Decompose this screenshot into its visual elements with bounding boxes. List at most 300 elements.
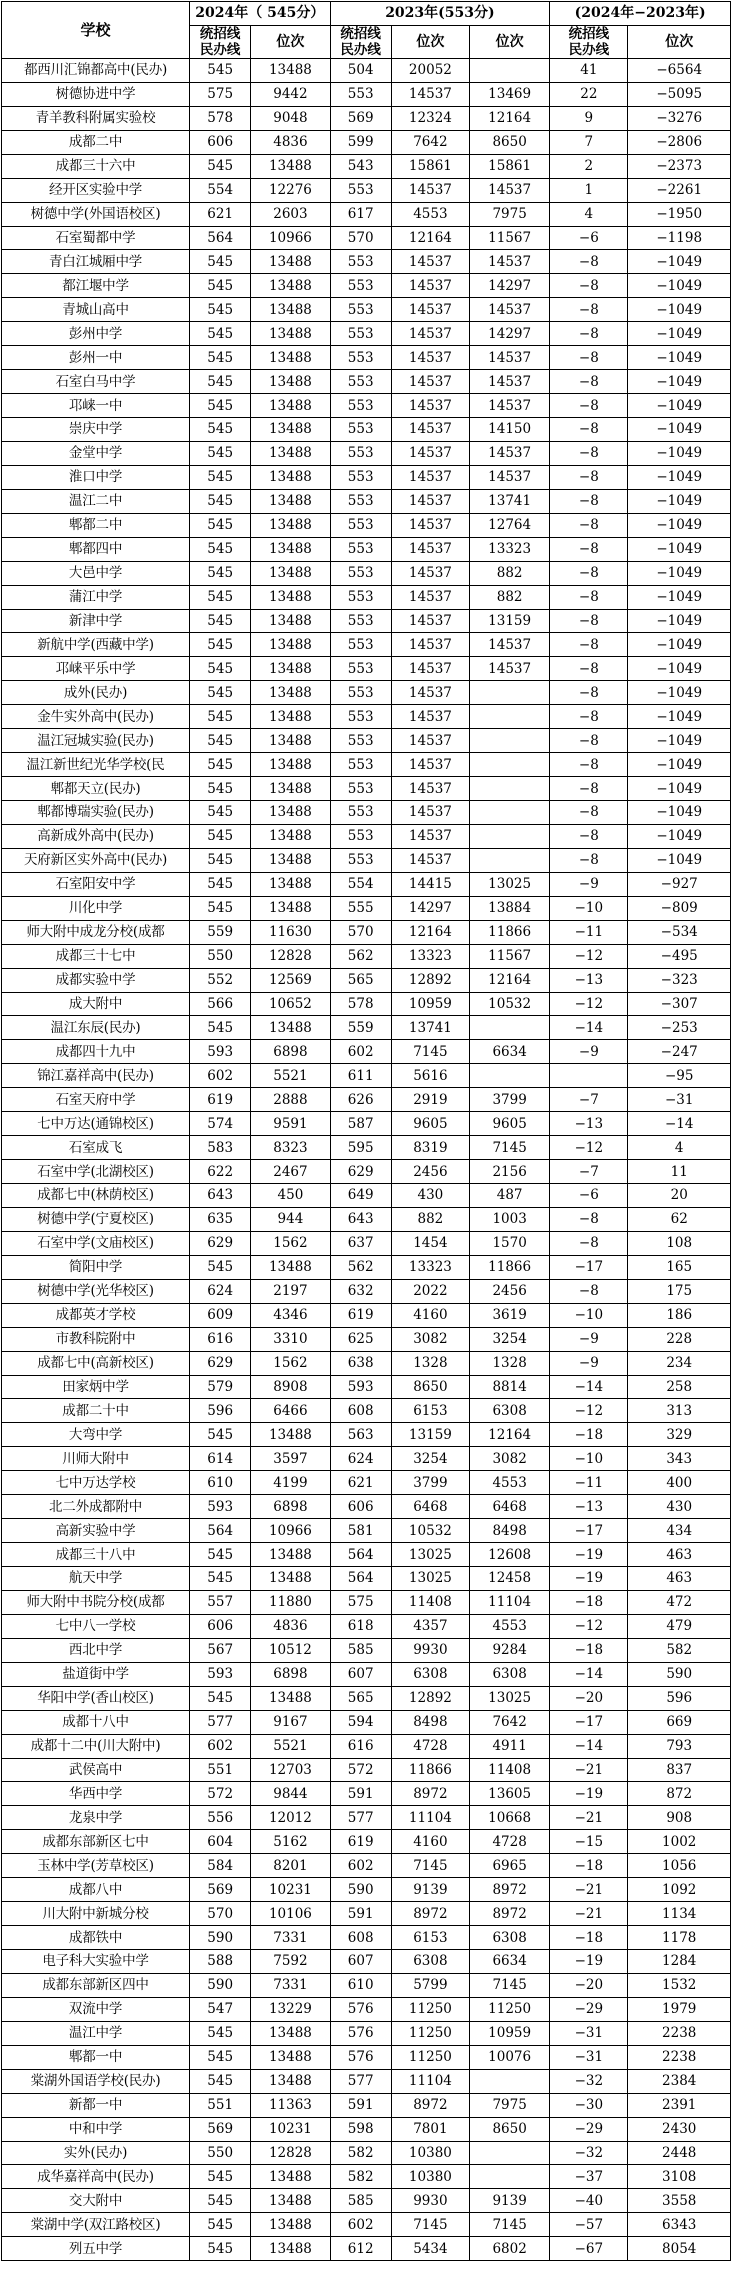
line-2023-cell: 607 bbox=[330, 1950, 391, 1974]
line-diff-cell: 9 bbox=[550, 106, 628, 130]
rank-diff-cell: 343 bbox=[628, 1447, 731, 1471]
table-row bbox=[2, 1782, 731, 1806]
rank-2023-extra-cell bbox=[469, 848, 549, 872]
line-diff-cell: −40 bbox=[550, 2189, 628, 2213]
line-2024-cell: 545 bbox=[190, 2069, 251, 2093]
table-row bbox=[2, 1710, 731, 1734]
line-2024-cell: 545 bbox=[190, 872, 251, 896]
school-name-cell: 师大附中书院分校(成都 bbox=[2, 1590, 190, 1614]
line-2024-cell: 545 bbox=[190, 1255, 251, 1279]
rank-2024-cell: 13488 bbox=[251, 441, 330, 465]
rank-2023-header: 位次 bbox=[391, 25, 469, 58]
line-2023-cell: 593 bbox=[330, 1375, 391, 1399]
rank-diff-cell: −1049 bbox=[628, 609, 731, 633]
line-diff-cell: −18 bbox=[550, 1854, 628, 1878]
rank-2024-cell: 2603 bbox=[251, 202, 330, 226]
rank-2023-extra-cell: 6308 bbox=[469, 1399, 549, 1423]
school-name-cell: 成都三十七中 bbox=[2, 944, 190, 968]
rank-2023-cell: 12164 bbox=[391, 920, 469, 944]
rank-diff-cell: −1049 bbox=[628, 561, 731, 585]
rank-2023-cell: 14537 bbox=[391, 681, 469, 705]
line-diff-cell: −18 bbox=[550, 1590, 628, 1614]
rank-diff-cell: 11 bbox=[628, 1160, 731, 1184]
rank-diff-cell: 1979 bbox=[628, 1997, 731, 2021]
rank-2023-cell: 2456 bbox=[391, 1160, 469, 1184]
line-diff-cell: −8 bbox=[550, 633, 628, 657]
rank-2024-cell: 9442 bbox=[251, 82, 330, 106]
line-2024-cell: 606 bbox=[190, 1614, 251, 1638]
table-row bbox=[2, 1758, 731, 1782]
school-name-cell: 七中八一学校 bbox=[2, 1614, 190, 1638]
table-row bbox=[2, 2021, 731, 2045]
line-2024-cell: 579 bbox=[190, 1375, 251, 1399]
table-body bbox=[2, 58, 731, 2260]
rank-2024-cell: 13488 bbox=[251, 824, 330, 848]
line-diff-cell: −8 bbox=[550, 1279, 628, 1303]
school-name-cell: 中和中学 bbox=[2, 2117, 190, 2141]
school-name-cell: 七中万达学校 bbox=[2, 1471, 190, 1495]
table-row bbox=[2, 1327, 731, 1351]
line-diff-cell: −8 bbox=[550, 705, 628, 729]
rank-2023-cell: 4160 bbox=[391, 1303, 469, 1327]
rank-diff-cell: 165 bbox=[628, 1255, 731, 1279]
rank-2023-extra-cell: 14150 bbox=[469, 418, 549, 442]
rank-2023-cell: 14537 bbox=[391, 657, 469, 681]
school-name-cell: 树德中学(外国语校区) bbox=[2, 202, 190, 226]
rank-diff-cell: −1049 bbox=[628, 633, 731, 657]
rank-2023-cell: 13025 bbox=[391, 1567, 469, 1591]
rank-2023-cell: 14537 bbox=[391, 250, 469, 274]
table-row bbox=[2, 2117, 731, 2141]
rank-diff-cell: −1049 bbox=[628, 585, 731, 609]
line-diff-cell: −8 bbox=[550, 513, 628, 537]
rank-2024-cell: 10106 bbox=[251, 1902, 330, 1926]
line-2023-cell: 553 bbox=[330, 370, 391, 394]
line-2024-cell: 545 bbox=[190, 441, 251, 465]
rank-diff-cell: −1198 bbox=[628, 226, 731, 250]
rank-2023-cell: 10380 bbox=[391, 2141, 469, 2165]
table-row bbox=[2, 106, 731, 130]
school-name-cell: 大弯中学 bbox=[2, 1423, 190, 1447]
rank-2023-cell: 13025 bbox=[391, 1543, 469, 1567]
school-name-cell: 石室天府中学 bbox=[2, 1088, 190, 1112]
line-2023-cell: 553 bbox=[330, 633, 391, 657]
rank-2023-cell: 3799 bbox=[391, 1471, 469, 1495]
rank-2024-cell: 13488 bbox=[251, 154, 330, 178]
rank-2024-cell: 12828 bbox=[251, 944, 330, 968]
line-2023-cell: 553 bbox=[330, 824, 391, 848]
table-row bbox=[2, 1064, 731, 1088]
line-2024-cell: 545 bbox=[190, 1543, 251, 1567]
line-2023-cell: 594 bbox=[330, 1710, 391, 1734]
line-diff-cell: −8 bbox=[550, 657, 628, 681]
line-2024-cell: 545 bbox=[190, 2213, 251, 2237]
line-2023-cell: 543 bbox=[330, 154, 391, 178]
line-2023-cell: 616 bbox=[330, 1734, 391, 1758]
line-2023-cell: 553 bbox=[330, 753, 391, 777]
school-name-cell: 彭州中学 bbox=[2, 322, 190, 346]
table-row bbox=[2, 657, 731, 681]
line-diff-cell: −57 bbox=[550, 2213, 628, 2237]
rank-2023-extra-cell bbox=[469, 777, 549, 801]
line-2024-cell: 545 bbox=[190, 705, 251, 729]
line-2023-cell: 582 bbox=[330, 2141, 391, 2165]
rank-2024-cell: 10231 bbox=[251, 2117, 330, 2141]
rank-2023-cell: 1328 bbox=[391, 1351, 469, 1375]
line-2024-cell: 545 bbox=[190, 465, 251, 489]
rank-2023-cell: 3082 bbox=[391, 1327, 469, 1351]
rank-2023-cell: 2919 bbox=[391, 1088, 469, 1112]
line-diff-cell: −8 bbox=[550, 441, 628, 465]
table-row bbox=[2, 298, 731, 322]
line-diff-cell: −8 bbox=[550, 489, 628, 513]
line-diff-cell: −10 bbox=[550, 1447, 628, 1471]
rank-2023-extra-cell: 13323 bbox=[469, 537, 549, 561]
school-name-cell: 经开区实验中学 bbox=[2, 178, 190, 202]
table-row bbox=[2, 226, 731, 250]
line-2023-cell: 585 bbox=[330, 1638, 391, 1662]
rank-diff-cell: 234 bbox=[628, 1351, 731, 1375]
line-diff-cell: −8 bbox=[550, 585, 628, 609]
line-diff-cell: −18 bbox=[550, 1926, 628, 1950]
line-2024-cell: 545 bbox=[190, 585, 251, 609]
rank-2023-cell: 13323 bbox=[391, 944, 469, 968]
line-2023-cell: 608 bbox=[330, 1926, 391, 1950]
line-diff-cell bbox=[550, 1064, 628, 1088]
line-diff-cell: −13 bbox=[550, 1495, 628, 1519]
school-name-cell: 温江冠城实验(民办) bbox=[2, 729, 190, 753]
rank-2023-extra-cell: 14537 bbox=[469, 657, 549, 681]
rank-2023-cell: 12892 bbox=[391, 968, 469, 992]
line-2023-cell: 576 bbox=[330, 2021, 391, 2045]
line-2023-cell: 553 bbox=[330, 489, 391, 513]
line-diff-cell: −7 bbox=[550, 1088, 628, 1112]
rank-2023-extra-cell: 11408 bbox=[469, 1758, 549, 1782]
rank-diff-cell: −1049 bbox=[628, 441, 731, 465]
line-2023-cell: 553 bbox=[330, 322, 391, 346]
rank-2023-extra-cell: 11104 bbox=[469, 1590, 549, 1614]
rank-2023-extra-cell: 14537 bbox=[469, 298, 549, 322]
rank-2023-extra-cell: 8814 bbox=[469, 1375, 549, 1399]
line-2024-cell: 545 bbox=[190, 729, 251, 753]
rank-2024-cell: 13488 bbox=[251, 58, 330, 82]
rank-diff-cell: 4 bbox=[628, 1136, 731, 1160]
line-diff-cell: −11 bbox=[550, 920, 628, 944]
line-2024-cell: 545 bbox=[190, 561, 251, 585]
school-name-cell: 石室中学(北湖校区) bbox=[2, 1160, 190, 1184]
rank-2023-extra-cell: 14297 bbox=[469, 274, 549, 298]
line-2023-cell: 617 bbox=[330, 202, 391, 226]
rank-diff-cell: −1049 bbox=[628, 274, 731, 298]
rank-2023-extra-cell: 6468 bbox=[469, 1495, 549, 1519]
line-diff-cell: −8 bbox=[550, 1231, 628, 1255]
line-2024-cell: 545 bbox=[190, 1567, 251, 1591]
rank-diff-cell: −5095 bbox=[628, 82, 731, 106]
line-diff-cell: −32 bbox=[550, 2069, 628, 2093]
line-diff-cell: −37 bbox=[550, 2165, 628, 2189]
line-2024-cell: 559 bbox=[190, 920, 251, 944]
rank-2023-cell: 4160 bbox=[391, 1830, 469, 1854]
line-2023-cell: 591 bbox=[330, 1782, 391, 1806]
line-diff-cell: −17 bbox=[550, 1519, 628, 1543]
line-diff-cell: 41 bbox=[550, 58, 628, 82]
rank-2023-extra-cell bbox=[469, 729, 549, 753]
rank-2023-cell: 7145 bbox=[391, 2213, 469, 2237]
rank-2023-extra-cell: 9284 bbox=[469, 1638, 549, 1662]
rank-2023-extra-cell: 12164 bbox=[469, 1423, 549, 1447]
rank-2023-extra-cell: 8498 bbox=[469, 1519, 549, 1543]
line-2023-cell: 643 bbox=[330, 1207, 391, 1231]
rank-2023-cell: 10959 bbox=[391, 992, 469, 1016]
rank-2023-cell: 8319 bbox=[391, 1136, 469, 1160]
rank-diff-cell: −1049 bbox=[628, 824, 731, 848]
table-row bbox=[2, 2237, 731, 2261]
rank-2023-cell: 882 bbox=[391, 1207, 469, 1231]
line-2023-cell: 626 bbox=[330, 1088, 391, 1112]
table-row bbox=[2, 1878, 731, 1902]
school-name-cell: 都西川汇锦都高中(民办) bbox=[2, 58, 190, 82]
rank-diff-cell: 3108 bbox=[628, 2165, 731, 2189]
rank-2023-cell: 8650 bbox=[391, 1375, 469, 1399]
school-name-cell: 高新成外高中(民办) bbox=[2, 824, 190, 848]
rank-2023-extra-cell: 1570 bbox=[469, 1231, 549, 1255]
rank-2023-cell: 14537 bbox=[391, 824, 469, 848]
rank-diff-cell: 400 bbox=[628, 1471, 731, 1495]
line-2023-cell: 553 bbox=[330, 513, 391, 537]
rank-2023-cell: 14537 bbox=[391, 609, 469, 633]
line-2024-cell: 596 bbox=[190, 1399, 251, 1423]
rank-diff-cell: 479 bbox=[628, 1614, 731, 1638]
rank-2023-extra-cell: 10076 bbox=[469, 2045, 549, 2069]
table-row bbox=[2, 250, 731, 274]
school-name-cell: 石室蜀都中学 bbox=[2, 226, 190, 250]
table-row bbox=[2, 1016, 731, 1040]
rank-2023-cell: 4728 bbox=[391, 1734, 469, 1758]
school-name-cell: 温江东辰(民办) bbox=[2, 1016, 190, 1040]
rank-2024-cell: 13488 bbox=[251, 1543, 330, 1567]
rank-2024-cell: 13229 bbox=[251, 1997, 330, 2021]
line-diff-cell: −18 bbox=[550, 1638, 628, 1662]
rank-2023-extra-cell: 12164 bbox=[469, 106, 549, 130]
rank-diff-cell: 2238 bbox=[628, 2021, 731, 2045]
line-2024-cell: 569 bbox=[190, 2117, 251, 2141]
rank-2023-cell: 11866 bbox=[391, 1758, 469, 1782]
rank-diff-cell: 1134 bbox=[628, 1902, 731, 1926]
table-row bbox=[2, 777, 731, 801]
line-2023-cell: 554 bbox=[330, 872, 391, 896]
line-2023-cell: 602 bbox=[330, 2213, 391, 2237]
table-row bbox=[2, 1950, 731, 1974]
table-row bbox=[2, 1543, 731, 1567]
rank-2023-extra-cell: 10532 bbox=[469, 992, 549, 1016]
line-diff-cell: −8 bbox=[550, 777, 628, 801]
rank-2024-cell: 7592 bbox=[251, 1950, 330, 1974]
rank-2024-cell: 13488 bbox=[251, 298, 330, 322]
line-2024-cell: 545 bbox=[190, 513, 251, 537]
rank-2023-extra-cell bbox=[469, 753, 549, 777]
line-2024-cell: 545 bbox=[190, 418, 251, 442]
table-row bbox=[2, 2045, 731, 2069]
rank-2023-cell: 3254 bbox=[391, 1447, 469, 1471]
rank-2023-extra-cell: 4728 bbox=[469, 1830, 549, 1854]
rank-2024-cell: 13488 bbox=[251, 513, 330, 537]
rank-diff-cell: 2238 bbox=[628, 2045, 731, 2069]
line-2023-cell: 553 bbox=[330, 657, 391, 681]
table-row bbox=[2, 1447, 731, 1471]
school-name-cell: 新津中学 bbox=[2, 609, 190, 633]
line-2023-cell: 553 bbox=[330, 178, 391, 202]
rank-diff-cell: −2806 bbox=[628, 130, 731, 154]
rank-2024-cell: 13488 bbox=[251, 418, 330, 442]
rank-diff-cell: −247 bbox=[628, 1040, 731, 1064]
line-2023-cell: 563 bbox=[330, 1423, 391, 1447]
rank-2023-extra-cell: 6308 bbox=[469, 1926, 549, 1950]
school-name-cell: 崇庆中学 bbox=[2, 418, 190, 442]
line-diff-cell: −19 bbox=[550, 1782, 628, 1806]
line-diff-cell: −19 bbox=[550, 1950, 628, 1974]
rank-2023-extra-cell: 13884 bbox=[469, 896, 549, 920]
line-diff-cell: −9 bbox=[550, 1040, 628, 1064]
school-name-cell: 金堂中学 bbox=[2, 441, 190, 465]
line-2024-cell: 545 bbox=[190, 657, 251, 681]
line-2023-cell: 581 bbox=[330, 1519, 391, 1543]
line-2023-cell: 553 bbox=[330, 537, 391, 561]
rank-2024-cell: 4836 bbox=[251, 130, 330, 154]
rank-2023-cell: 14537 bbox=[391, 274, 469, 298]
rank-diff-cell: 313 bbox=[628, 1399, 731, 1423]
line-2024-cell: 604 bbox=[190, 1830, 251, 1854]
rank-2023-cell: 11104 bbox=[391, 2069, 469, 2093]
rank-2024-cell: 8323 bbox=[251, 1136, 330, 1160]
rank-2023-cell: 14537 bbox=[391, 753, 469, 777]
school-name-cell: 树德中学(宁夏校区) bbox=[2, 1207, 190, 1231]
line-2023-cell: 595 bbox=[330, 1136, 391, 1160]
line-diff-cell: −19 bbox=[550, 1567, 628, 1591]
line-diff-cell: −10 bbox=[550, 1303, 628, 1327]
rank-2023-cell: 14415 bbox=[391, 872, 469, 896]
school-name-cell: 七中万达(通锦校区) bbox=[2, 1112, 190, 1136]
line-2024-cell: 614 bbox=[190, 1447, 251, 1471]
table-row bbox=[2, 1088, 731, 1112]
line-2024-cell: 545 bbox=[190, 824, 251, 848]
rank-2024-cell: 13488 bbox=[251, 801, 330, 825]
line-diff-cell: −8 bbox=[550, 298, 628, 322]
line-2023-cell: 577 bbox=[330, 1806, 391, 1830]
rank-2023-cell: 14537 bbox=[391, 848, 469, 872]
rank-2023-extra-cell: 4911 bbox=[469, 1734, 549, 1758]
table-row bbox=[2, 1997, 731, 2021]
line-2023-cell: 611 bbox=[330, 1064, 391, 1088]
line-diff-cell: −15 bbox=[550, 1830, 628, 1854]
line-2023-cell: 618 bbox=[330, 1614, 391, 1638]
rank-2023-extra-cell: 14297 bbox=[469, 322, 549, 346]
rank-2023-extra-cell: 14537 bbox=[469, 441, 549, 465]
table-row bbox=[2, 1136, 731, 1160]
school-name-cell: 简阳中学 bbox=[2, 1255, 190, 1279]
rank-diff-cell: −14 bbox=[628, 1112, 731, 1136]
school-name-cell: 华西中学 bbox=[2, 1782, 190, 1806]
school-name-cell: 成都四十九中 bbox=[2, 1040, 190, 1064]
table-row bbox=[2, 1614, 731, 1638]
line-2024-cell: 569 bbox=[190, 1878, 251, 1902]
line-2024-cell: 583 bbox=[190, 1136, 251, 1160]
rank-2023-cell: 8972 bbox=[391, 1782, 469, 1806]
line-2024-cell: 602 bbox=[190, 1734, 251, 1758]
rank-2023-cell: 14537 bbox=[391, 441, 469, 465]
line-2024-cell: 545 bbox=[190, 1423, 251, 1447]
rank-diff-cell: −1049 bbox=[628, 465, 731, 489]
school-name-cell: 成都二十中 bbox=[2, 1399, 190, 1423]
line-diff-cell: −8 bbox=[550, 848, 628, 872]
rank-diff-cell: 872 bbox=[628, 1782, 731, 1806]
table-row bbox=[2, 178, 731, 202]
rank-2023-cell: 4357 bbox=[391, 1614, 469, 1638]
rank-2023-extra-cell: 11866 bbox=[469, 920, 549, 944]
line-2023-cell: 553 bbox=[330, 82, 391, 106]
rank-2023-extra-cell: 14537 bbox=[469, 250, 549, 274]
line-diff-cell: −21 bbox=[550, 1806, 628, 1830]
table-row bbox=[2, 82, 731, 106]
line-2023-cell: 565 bbox=[330, 1686, 391, 1710]
line-2024-cell: 545 bbox=[190, 274, 251, 298]
rank-2023-cell: 14537 bbox=[391, 346, 469, 370]
rank-2023-extra-cell: 1003 bbox=[469, 1207, 549, 1231]
rank-2024-cell: 13488 bbox=[251, 681, 330, 705]
line-2023-cell: 587 bbox=[330, 1112, 391, 1136]
line-2024-cell: 550 bbox=[190, 2141, 251, 2165]
rank-2023-cell: 12892 bbox=[391, 1686, 469, 1710]
rank-2023-extra-cell: 8650 bbox=[469, 130, 549, 154]
line-diff-cell: 2 bbox=[550, 154, 628, 178]
table-row bbox=[2, 992, 731, 1016]
rank-diff-cell: 1092 bbox=[628, 1878, 731, 1902]
rank-2023-extra-cell: 15861 bbox=[469, 154, 549, 178]
line-2023-cell: 553 bbox=[330, 801, 391, 825]
line-2023-cell: 555 bbox=[330, 896, 391, 920]
line-2024-cell: 643 bbox=[190, 1184, 251, 1208]
rank-2023-cell: 12324 bbox=[391, 106, 469, 130]
line-2023-cell: 559 bbox=[330, 1016, 391, 1040]
line-diff-cell: −21 bbox=[550, 1878, 628, 1902]
table-row bbox=[2, 370, 731, 394]
rank-2023-cell: 12164 bbox=[391, 226, 469, 250]
difference-header: (2024年−2023年) bbox=[550, 2, 731, 26]
rank-2023-extra-cell: 14537 bbox=[469, 633, 549, 657]
rank-diff-cell: −323 bbox=[628, 968, 731, 992]
school-name-cell: 棠湖中学(双江路校区) bbox=[2, 2213, 190, 2237]
line-2024-cell: 545 bbox=[190, 58, 251, 82]
rank-2024-cell: 13488 bbox=[251, 1423, 330, 1447]
rank-2023-extra-cell: 7145 bbox=[469, 1136, 549, 1160]
line-diff-cell: −18 bbox=[550, 1423, 628, 1447]
rank-2023-cell: 13741 bbox=[391, 1016, 469, 1040]
line-2024-cell: 545 bbox=[190, 322, 251, 346]
line-2024-cell: 545 bbox=[190, 298, 251, 322]
table-row bbox=[2, 2093, 731, 2117]
table-row bbox=[2, 944, 731, 968]
rank-2023-extra-cell: 4553 bbox=[469, 1471, 549, 1495]
rank-diff-cell: 228 bbox=[628, 1327, 731, 1351]
school-name-cell: 川化中学 bbox=[2, 896, 190, 920]
line-diff-cell: −8 bbox=[550, 561, 628, 585]
rank-diff-cell: −927 bbox=[628, 872, 731, 896]
rank-2023-cell: 14537 bbox=[391, 537, 469, 561]
line-2023-cell: 565 bbox=[330, 968, 391, 992]
rank-2023-cell: 1454 bbox=[391, 1231, 469, 1255]
rank-diff-cell: −2261 bbox=[628, 178, 731, 202]
rank-2024-cell: 12703 bbox=[251, 1758, 330, 1782]
rank-2023-cell: 14537 bbox=[391, 394, 469, 418]
